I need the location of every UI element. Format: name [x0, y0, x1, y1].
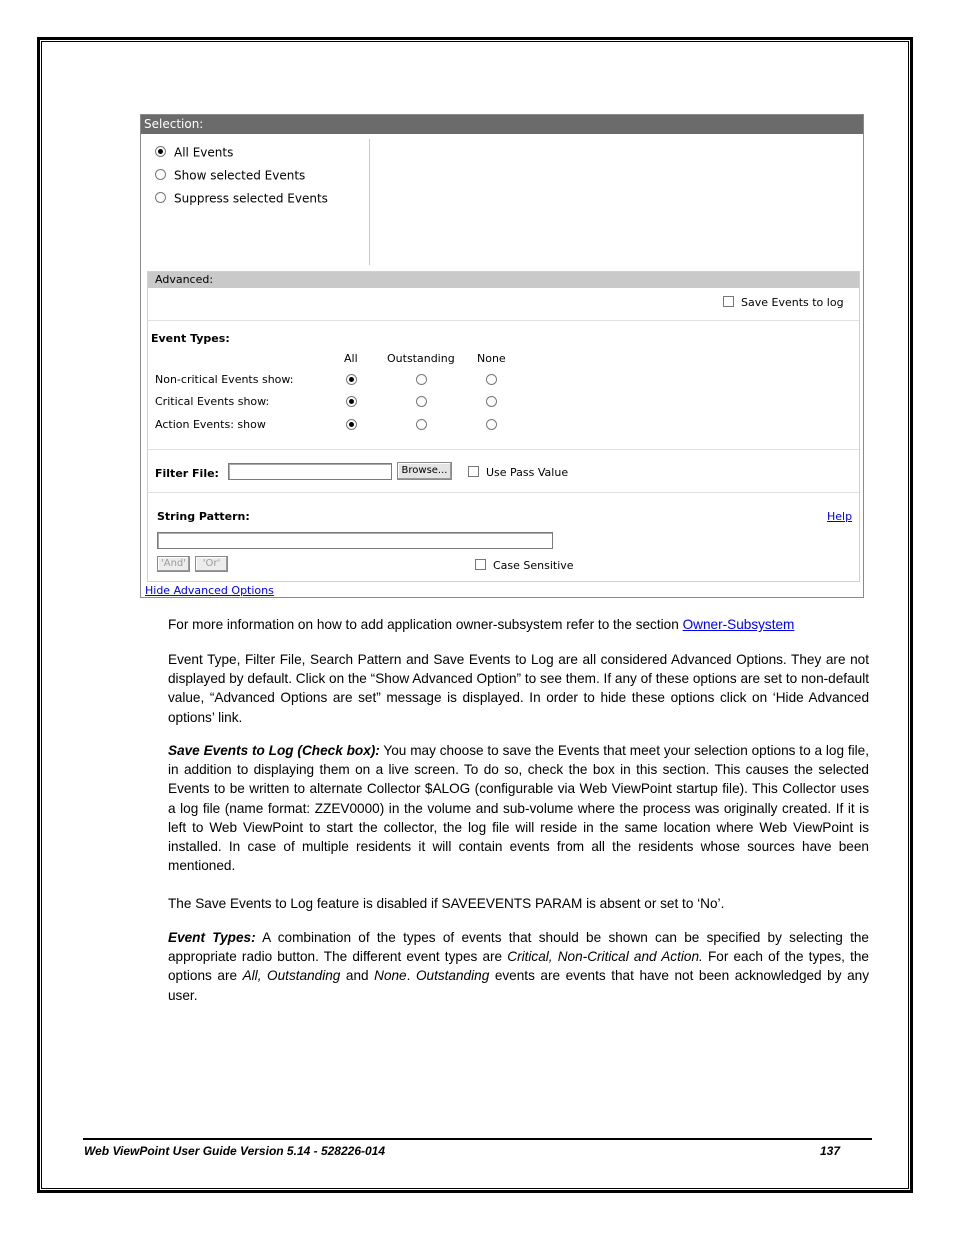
radio-all-events[interactable]: All Events	[155, 143, 233, 161]
advanced-section	[147, 271, 860, 582]
filter-file-input[interactable]	[228, 463, 392, 480]
radio-action-none[interactable]	[486, 419, 497, 430]
divider	[148, 492, 859, 493]
column-all: All	[344, 352, 358, 365]
footer-page-number: 137	[820, 1144, 841, 1158]
radio-icon[interactable]	[155, 146, 166, 157]
paragraph-advanced-options: Event Type, Filter File, Search Pattern and Save Events to Log are all considered Advanced Options. They are not displayed by default. Click on the “Show Advanced Option” to see them. If any of these options are set to non-default value, “Advanced Options are set” message is displayed. In order to hide these options click on ‘Hide Advanced options’ link.	[168, 652, 869, 725]
checkbox-icon[interactable]	[723, 296, 734, 307]
help-link[interactable]: Help	[827, 510, 853, 523]
radio-icon[interactable]	[155, 192, 166, 203]
selection-header: Selection:	[141, 115, 863, 134]
use-pass-value-checkbox[interactable]: Use Pass Value	[468, 466, 568, 479]
browse-button[interactable]: Browse...	[397, 462, 452, 480]
checkbox-icon[interactable]	[475, 559, 486, 570]
or-button[interactable]: 'Or'	[195, 556, 228, 572]
hide-advanced-options-link[interactable]: Hide Advanced Options	[145, 584, 274, 597]
radio-critical-all[interactable]	[346, 396, 357, 407]
string-pattern-input[interactable]	[157, 532, 553, 549]
advanced-header: Advanced:	[148, 272, 859, 288]
paragraph-save-events: Save Events to Log (Check box): You may choose to save the Events that meet your selection options to a log file, in addition to displaying them on a live screen. To do so, check the box in this section. This causes the selected Events to be written to alternate Collector $ALOG (configurable via Web ViewPoint startup file). This Collector uses a log file (name format: ZZEV0000) in the volume and sub-volume where the process was originally created. If it is left to Web ViewPoint to start the collector, the log file will reside in the same location where Web ViewPoint is installed. In case of multiple residents it will contain events from all the residents whose sources have been mentioned.	[168, 743, 869, 874]
footer-rule	[83, 1138, 872, 1140]
row-label-non-critical: Non-critical Events show:	[155, 373, 294, 386]
radio-non-critical-none[interactable]	[486, 374, 497, 385]
radio-suppress-selected-events[interactable]: Suppress selected Events	[155, 189, 328, 207]
selection-box	[141, 134, 863, 269]
selection-divider	[369, 139, 370, 265]
radio-critical-outstanding[interactable]	[416, 396, 427, 407]
row-label-critical: Critical Events show:	[155, 395, 270, 408]
divider	[148, 320, 859, 321]
paragraph-saveevents-param: The Save Events to Log feature is disabled if SAVEEVENTS PARAM is absent or set to ‘No’.	[168, 896, 725, 911]
filter-file-label: Filter File:	[155, 467, 219, 480]
radio-non-critical-outstanding[interactable]	[416, 374, 427, 385]
radio-show-selected-events[interactable]: Show selected Events	[155, 166, 305, 184]
paragraph-event-types: Event Types: A combination of the types of events that should be shown can be specified by selecting the appropriate radio button. The different event types are Critical, Non-Critical and Action. For each of the types, the options are All, Outstanding and None. Outstanding events are events that have not been acknowledged by any user.	[168, 930, 869, 1003]
column-none: None	[477, 352, 506, 365]
radio-action-all[interactable]	[346, 419, 357, 430]
save-events-to-log-checkbox[interactable]: Save Events to log	[723, 296, 844, 309]
and-button[interactable]: 'And'	[157, 556, 190, 572]
radio-action-outstanding[interactable]	[416, 419, 427, 430]
case-sensitive-checkbox[interactable]: Case Sensitive	[475, 559, 574, 572]
row-label-action: Action Events: show	[155, 418, 266, 431]
radio-critical-none[interactable]	[486, 396, 497, 407]
column-outstanding: Outstanding	[387, 352, 455, 365]
radio-non-critical-all[interactable]	[346, 374, 357, 385]
divider	[148, 449, 859, 450]
footer-title: Web ViewPoint User Guide Version 5.14 - 528226-014	[84, 1144, 386, 1158]
event-types-title: Event Types:	[151, 332, 230, 345]
radio-icon[interactable]	[155, 169, 166, 180]
checkbox-icon[interactable]	[468, 466, 479, 477]
paragraph-owner-subsystem: For more information on how to add application owner-subsystem refer to the section Owner-Subsystem	[168, 617, 795, 632]
owner-subsystem-link[interactable]: Owner-Subsystem	[682, 617, 795, 632]
string-pattern-label: String Pattern:	[157, 510, 250, 523]
event-selection-panel	[140, 114, 864, 598]
